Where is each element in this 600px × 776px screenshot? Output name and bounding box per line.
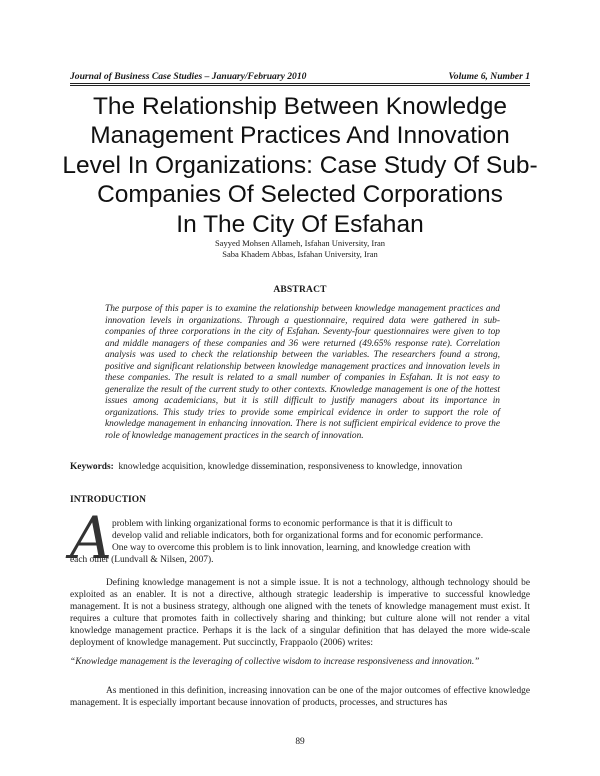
title-line: The Relationship Between Knowledge (92, 93, 508, 120)
frappaolo-quote: “Knowledge management is the leveraging of collective wisdom to increase responsiveness and innovation.” (70, 657, 480, 667)
title-line: Companies Of Selected Corporations (97, 181, 503, 209)
intro-paragraph-1 (70, 518, 530, 566)
title-line: In The City Of Esfahan (176, 210, 424, 238)
running-header (70, 71, 530, 84)
author-1: Sayyed Mohsen Allameh, Isfahan University, Iran (214, 238, 386, 248)
page-number: 89 (295, 737, 305, 747)
intro-line: One way to overcome this problem is to link innovation, learning, and knowledge creation with (112, 543, 471, 553)
keywords (70, 461, 530, 473)
paper-title (40, 92, 560, 239)
title-line: Level In Organizations: Case Study Of Sub- (62, 151, 538, 179)
author-2: Saba Khadem Abbas, Isfahan University, Iran (222, 249, 378, 259)
abstract-text: The purpose of this paper is to examine the relationship between knowledge management practices and innovation levels in organizations. Through a questionnaire, required data were gathered in sub-companies of three corporations in the city of Esfahan. Seventy-four questionnaires were given to top and middle managers of these companies and 36 were returned (49.65% response rate). Correlation analysis was used to check the relationship between the variables. The researchers found a strong, positive and significant relationship between knowledge management practices and innovation levels in these companies. The result is related to a small number of companies in Esfahan. It is not easy to generalize the result of the current study to other contexts. Knowledge management is one of the hottest issues among academicians, but it is still difficult to justify managers about its importance in organizations. This study tries to provide some empirical evidence in order to support the role of knowledge management in enhancing innovation. There is not sufficient empirical evidence to prove the role of knowledge management practices in the search of innovation. (105, 304, 500, 441)
title-line: Management Practices And Innovation (90, 122, 510, 150)
keywords-label: Keywords: (70, 462, 114, 472)
intro-line: develop valid and reliable indicators, both for organizational forms and for economic performance. (112, 531, 484, 541)
abstract-heading: ABSTRACT (273, 285, 327, 295)
intro-line: each other (Lundvall & Nilsen, 2007). (70, 555, 214, 565)
drop-cap: A (70, 504, 112, 572)
header-rule (70, 85, 530, 86)
author-list (0, 238, 600, 260)
intro-line: problem with linking organizational forms to economic performance is that it is difficult to (112, 519, 453, 529)
journal-name: Journal of Business Case Studies – January/February 2010 (70, 71, 307, 82)
intro-paragraph-2: Defining knowledge management is not a simple issue. It is not a technology, although technology should be exploited as an enabler. It is not a directive, although strategic leadership is imperative to successful knowledge management. It is not a business strategy, although one aligned with the tenets of knowledge management must exist. It requires a culture that promotes faith in collectively sharing and thinking; but culture alone will not render a vital knowledge management practice. Perhaps it is the lack of a singular definition that has delayed the more wide-scale deployment of knowledge management. Put succinctly, Frappaolo (2006) writes: (70, 578, 530, 648)
introduction-heading: INTRODUCTION (70, 495, 147, 505)
intro-paragraph-3: As mentioned in this definition, increasing innovation can be one of the major outcomes of effective knowledge management. It is especially important because innovation of products, processes, and structures has (70, 686, 530, 708)
keywords-text: knowledge acquisition, knowledge dissemination, responsiveness to knowledge, innovation (118, 462, 463, 472)
volume-number: Volume 6, Number 1 (448, 71, 530, 82)
